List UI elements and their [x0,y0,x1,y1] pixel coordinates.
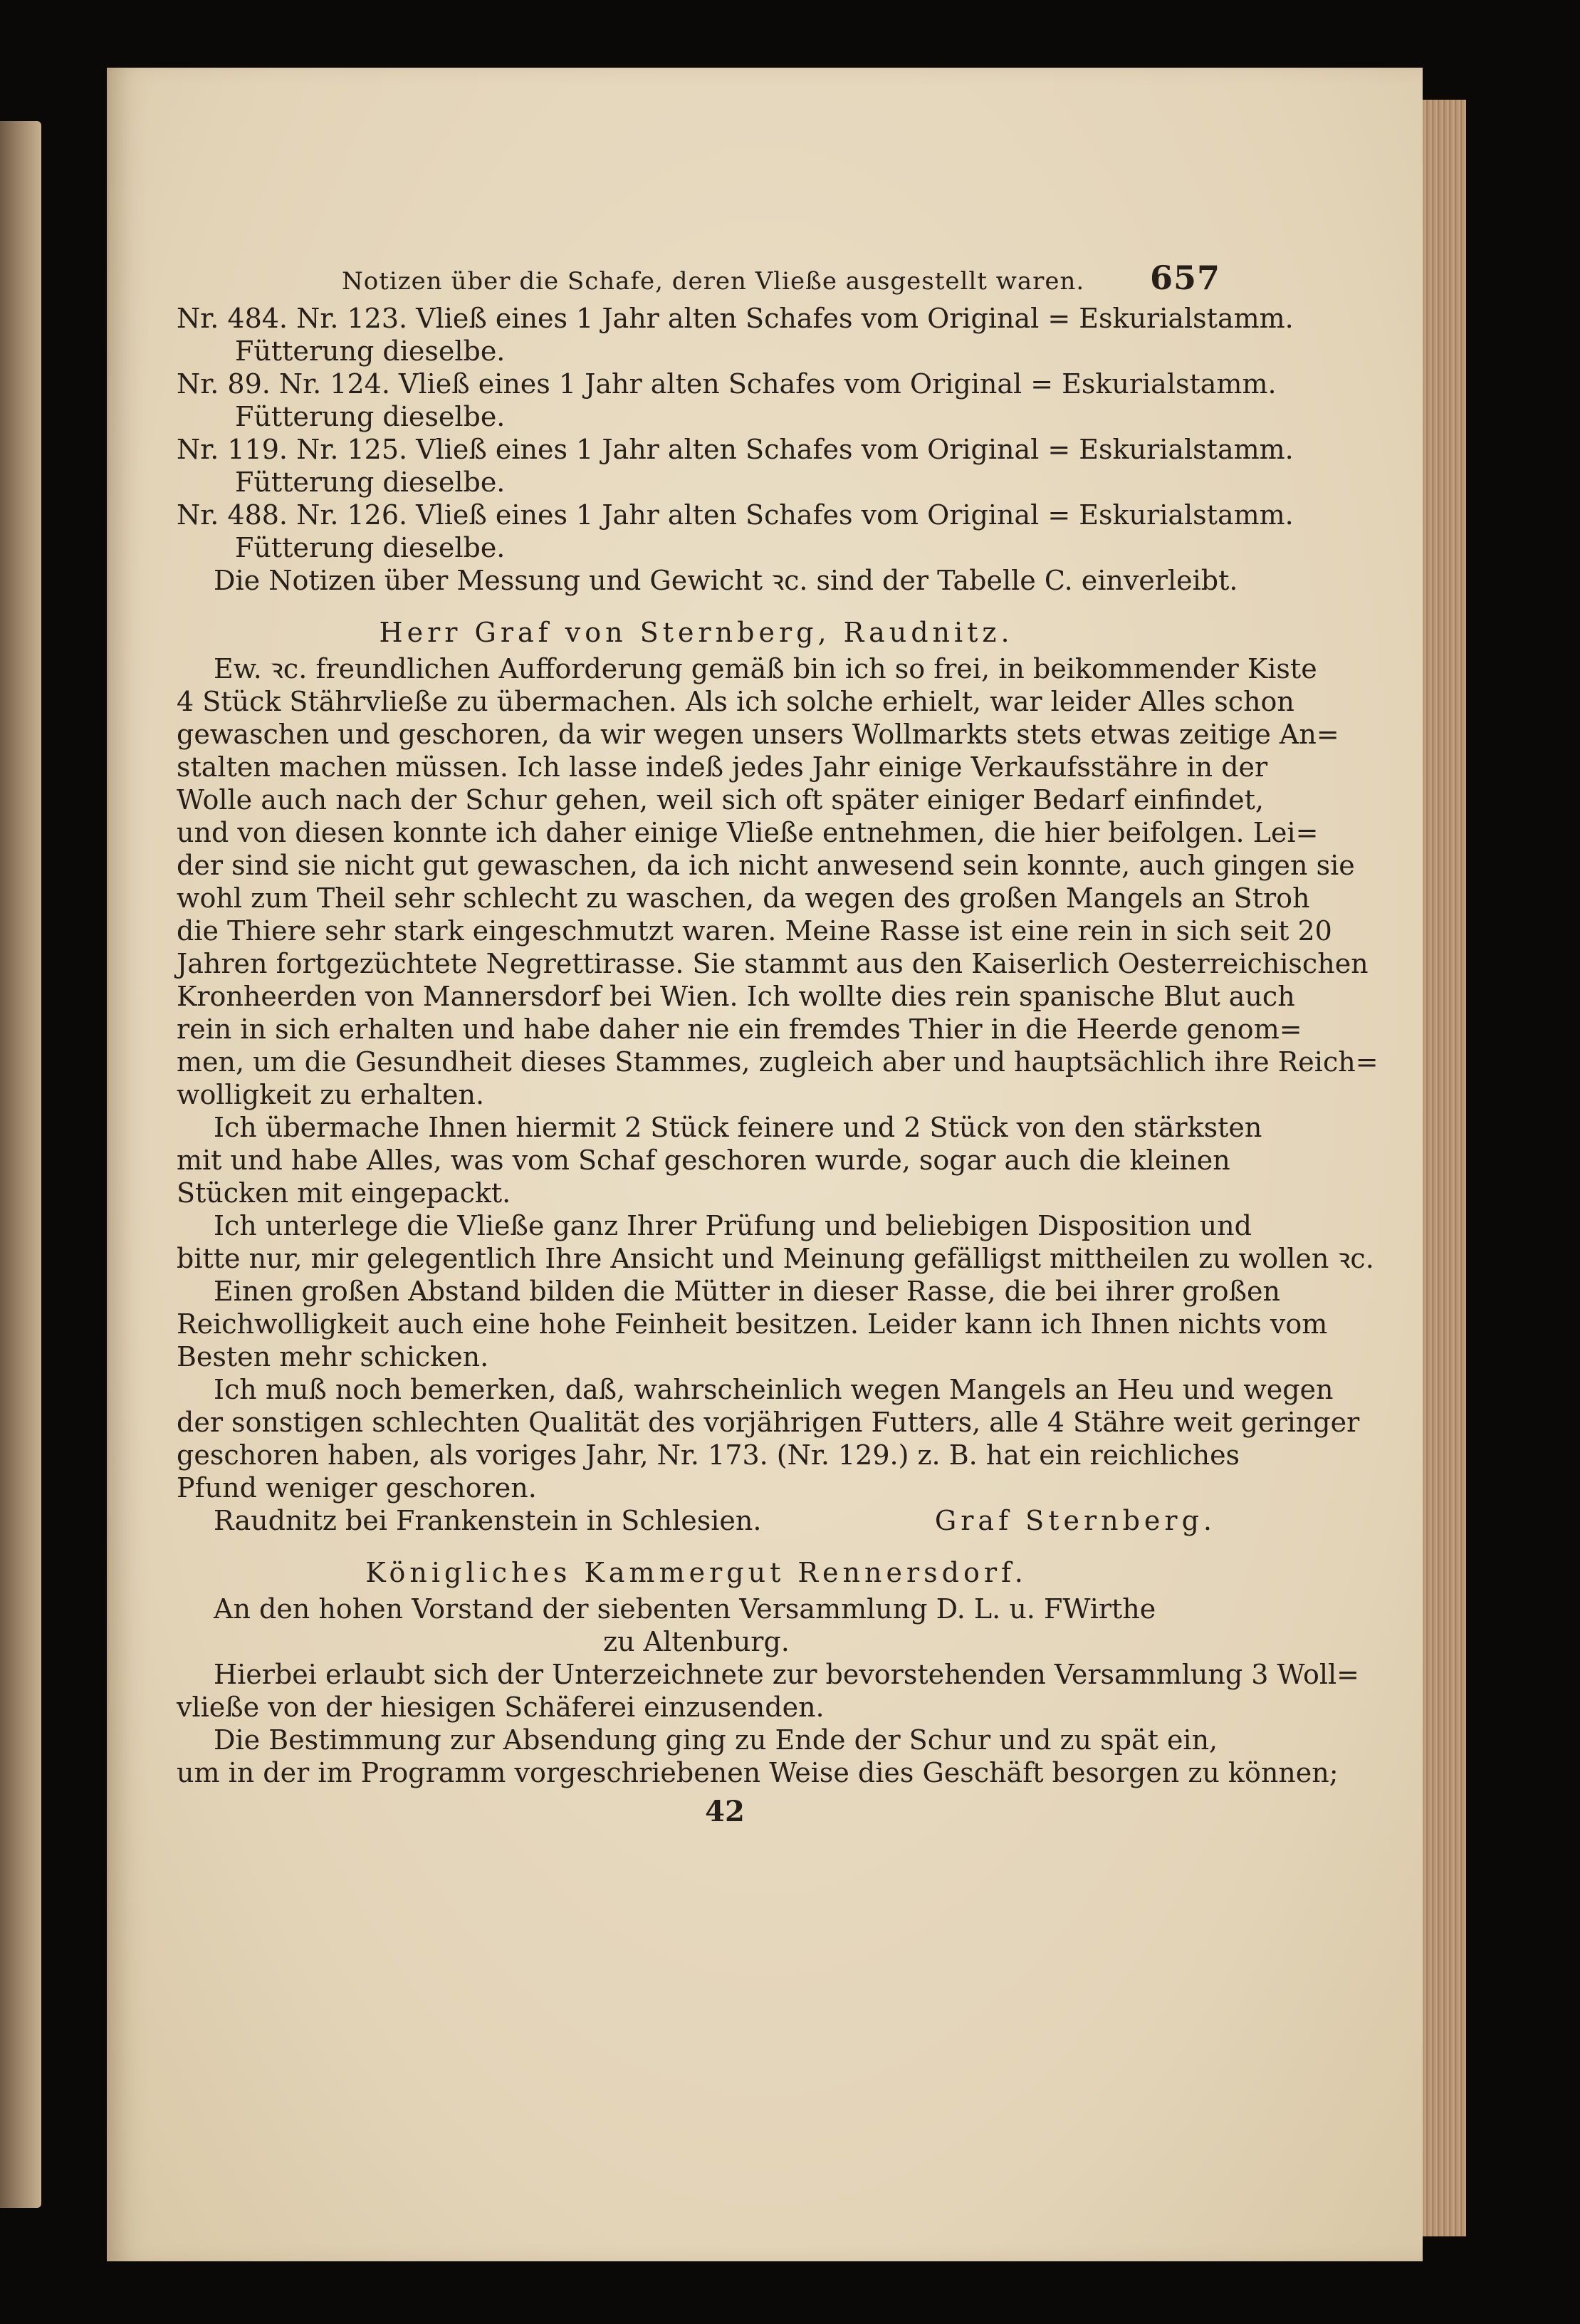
paragraph-line: die Thiere sehr stark eingeschmutzt waren. Meine Rasse ist eine rein in sich seit 20 [177,915,1332,947]
entry-line: Fütterung dieselbe. [235,401,506,432]
paragraph-line: Besten mehr schicken. [177,1341,489,1372]
letter-signature: Graf Sternberg. [934,1505,1216,1536]
section-heading-rennersdorf: Königliches Kammergut Rennersdorf. [365,1557,1027,1588]
paragraph-line: rein in sich erhalten und habe daher nie ein fremdes Thier in die Heerde genom= [177,1014,1302,1045]
entry-line: Nr. 119. Nr. 125. Vließ eines 1 Jahr alten Schafes vom Original = Eskurialstamm. [177,434,1294,465]
address-line: An den hohen Vorstand der siebenten Versammlung D. L. u. FWirthe [214,1593,1156,1625]
paragraph-line: Die Bestimmung zur Absendung ging zu Ende der Schur und zu spät ein, [214,1724,1218,1756]
signature-line [177,1504,1216,1537]
paragraph-line: bitte nur, mir gelegentlich Ihre Ansicht und Meinung gefälligst mittheilen zu wollen ꝛc. [177,1243,1374,1274]
paragraph-line: der sind sie nicht gut gewaschen, da ich nicht anwesend sein konnte, auch gingen sie [177,850,1355,881]
paragraph-line: Wolle auch nach der Schur gehen, weil sich oft später einiger Bedarf einfindet, [177,784,1264,816]
entry-list [177,302,1294,597]
paragraph-line: Ich unterlege die Vließe ganz Ihrer Prüfung und beliebigen Disposition und [214,1210,1252,1241]
page-text [177,258,1378,1832]
paragraph-line: gewaschen und geschoren, da wir wegen unsers Wollmarkts stets etwas zeitige An= [177,719,1339,750]
running-head [177,258,1220,298]
entry-line: Fütterung dieselbe. [235,335,506,367]
paragraph-line: Jahren fortgezüchtete Negrettirasse. Sie stammt aus den Kaiserlich Oesterreichischen [177,948,1369,979]
paragraph-line: wohl zum Theil sehr schlecht zu waschen, da wegen des großen Mangels an Stroh [177,882,1310,914]
paragraph-line: und von diesen konnte ich daher einige Vließe entnehmen, die hier beifolgen. Lei= [177,817,1319,848]
address-line: zu Altenburg. [603,1626,790,1657]
entry-line: Nr. 488. Nr. 126. Vließ eines 1 Jahr alten Schafes vom Original = Eskurialstamm. [177,499,1294,531]
paragraph-line: wolligkeit zu erhalten. [177,1079,485,1110]
entry-line: Fütterung dieselbe. [235,467,506,498]
letter-place: Raudnitz bei Frankenstein in Schlesien. [214,1505,762,1536]
paragraph-line: Hierbei erlaubt sich der Unterzeichnete zur bevorstehenden Versammlung 3 Woll= [214,1659,1360,1690]
entry-line: Fütterung dieselbe. [235,532,506,563]
paragraph-line: mit und habe Alles, was vom Schaf geschoren wurde, sogar auch die kleinen [177,1145,1230,1176]
paragraph-line: Einen großen Abstand bilden die Mütter in dieser Rasse, die bei ihrer großen [214,1276,1280,1307]
letter-rennersdorf [177,1593,1360,1789]
paragraph-line: stalten machen müssen. Ich lasse indeß jedes Jahr einige Verkaufsstähre in der [177,751,1268,783]
entry-note: Die Notizen über Messung und Gewicht ꝛc. sind der Tabelle C. einverleibt. [214,565,1238,596]
paragraph-line: Kronheerden von Mannersdorf bei Wien. Ich wollte dies rein spanische Blut auch [177,981,1295,1012]
paragraph-line: um in der im Programm vorgeschriebenen Weise dies Geschäft besorgen zu können; [177,1757,1339,1788]
running-head-title: Notizen über die Schafe, deren Vließe ausgestellt waren. [342,267,1085,296]
letter-sternberg [177,652,1378,1537]
paragraph-line: Ich muß noch bemerken, daß, wahrscheinlich wegen Mangels an Heu und wegen [214,1374,1334,1405]
paragraph-line: der sonstigen schlechten Qualität des vorjährigen Futters, alle 4 Stähre weit geringer [177,1407,1360,1438]
paragraph-line: Stücken mit eingepackt. [177,1177,511,1209]
paragraph-line: Pfund weniger geschoren. [177,1472,537,1504]
page-number: 657 [1149,259,1220,297]
paragraph-line: vließe von der hiesigen Schäferei einzusenden. [177,1692,825,1723]
facing-page-edge [0,121,41,2208]
entry-line: Nr. 484. Nr. 123. Vließ eines 1 Jahr alten Schafes vom Original = Eskurialstamm. [177,303,1294,334]
section-heading-sternberg: Herr Graf von Sternberg, Raudnitz. [379,617,1014,648]
paragraph-line: Ew. ꝛc. freundlichen Aufforderung gemäß bin ich so frei, in beikommender Kiste [214,653,1317,684]
paragraph-line: Ich übermache Ihnen hiermit 2 Stück feinere und 2 Stück von den stärksten [214,1112,1262,1143]
paragraph-line: geschoren haben, als voriges Jahr, Nr. 173. (Nr. 129.) z. B. hat ein reichliches [177,1439,1240,1471]
paragraph-line: Reichwolligkeit auch eine hohe Feinheit besitzen. Leider kann ich Ihnen nichts vom [177,1308,1328,1340]
signature-mark: 42 [705,1795,745,1828]
paragraph-line: 4 Stück Stährvließe zu übermachen. Als ich solche erhielt, war leider Alles schon [177,686,1294,717]
paragraph-line: men, um die Gesundheit dieses Stammes, zugleich aber und hauptsächlich ihre Reich= [177,1046,1378,1078]
entry-line: Nr. 89. Nr. 124. Vließ eines 1 Jahr alten Schafes vom Original = Eskurialstamm. [177,368,1277,400]
